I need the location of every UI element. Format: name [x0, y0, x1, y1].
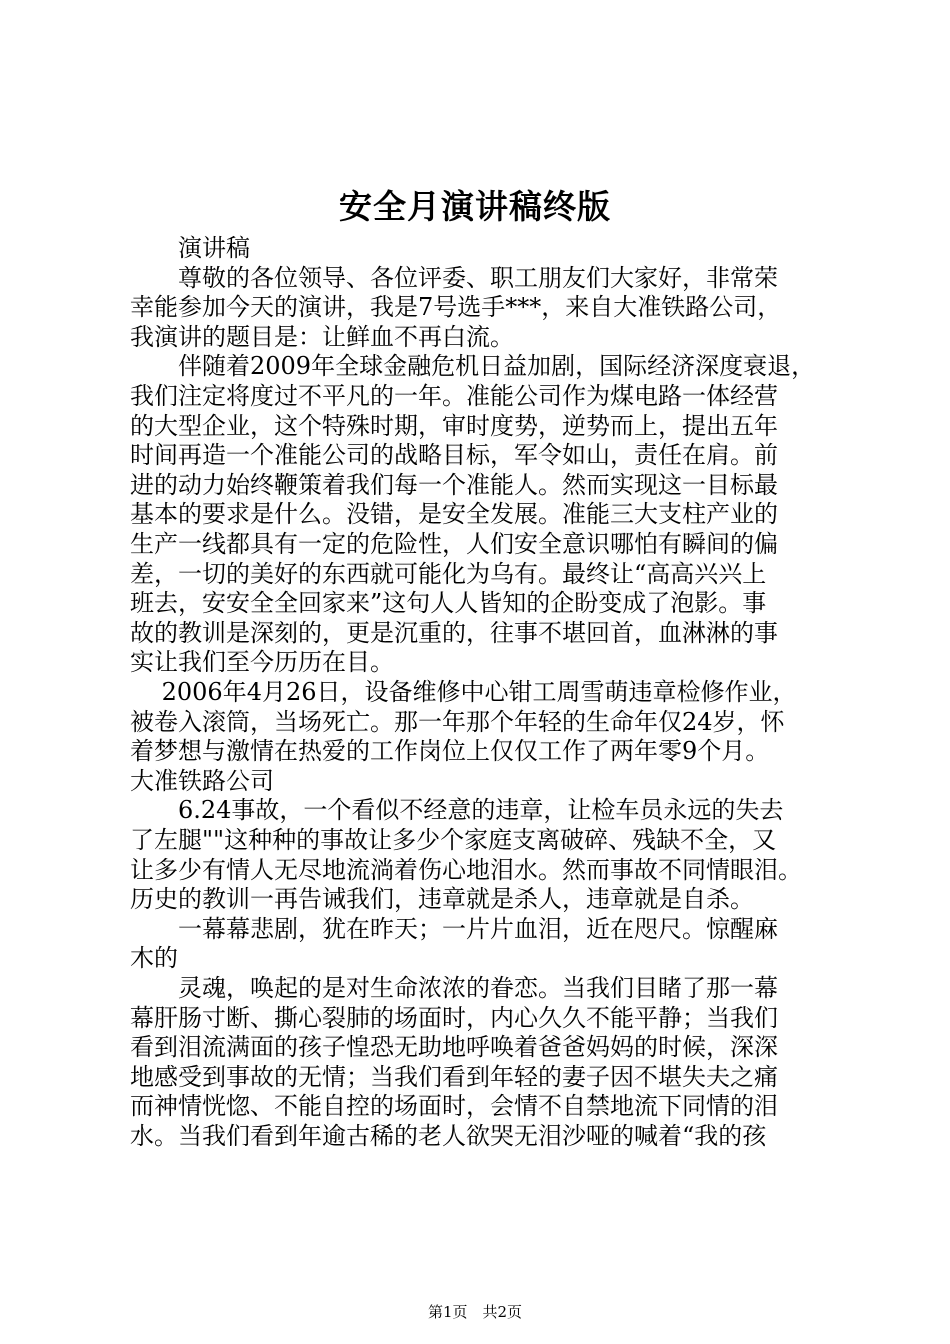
body-line: 地感受到事故的无情；当我们看到年轻的妻子因不堪失夫之痛 [130, 1063, 778, 1091]
body-line: 尊敬的各位领导、各位评委、职工朋友们大家好，非常荣 [130, 264, 778, 292]
body-line: 木的 [130, 944, 178, 972]
body-line: 的大型企业，这个特殊时期，审时度势，逆势而上，提出五年 [130, 412, 778, 440]
body-line: 演讲稿 [130, 234, 250, 262]
body-line: 被卷入滚筒，当场死亡。那一年那个年轻的生命年仅24岁，怀 [130, 708, 785, 736]
body-line: 差，一切的美好的东西就可能化为乌有。最终让“高高兴兴上 [130, 560, 767, 588]
body-line: 2006年4月26日，设备维修中心钳工周雪萌违章检修作业， [130, 678, 797, 706]
body-line: 幕肝肠寸断、撕心裂肺的场面时，内心久久不能平静；当我们 [130, 1004, 778, 1032]
body-line: 而神情恍惚、不能自控的场面时，会情不自禁地流下同情的泪 [130, 1092, 778, 1120]
body-line: 故的教训是深刻的，更是沉重的，往事不堪回首，血淋淋的事 [130, 619, 778, 647]
body-line: 进的动力始终鞭策着我们每一个准能人。然而实现这一目标最 [130, 471, 778, 499]
body-line: 生产一线都具有一定的危险性，人们安全意识哪怕有瞬间的偏 [130, 530, 778, 558]
body-line: 看到泪流满面的孩子惶恐无助地呼唤着爸爸妈妈的时候，深深 [130, 1033, 778, 1061]
body-line: 6.24事故，一个看似不经意的违章，让检车员永远的失去 [130, 796, 784, 824]
document-title: 安全月演讲稿终版 [339, 187, 611, 226]
body-line: 水。当我们看到年逾古稀的老人欲哭无泪沙哑的喊着“我的孩 [130, 1122, 767, 1150]
body-line: 班去，安安全全回家来”这句人人皆知的企盼变成了泡影。事 [130, 589, 767, 617]
body-line: 着梦想与激情在热爱的工作岗位上仅仅工作了两年零9个月。 [130, 737, 770, 765]
body-line: 让多少有情人无尽地流淌着伤心地泪水。然而事故不同情眼泪。 [130, 856, 802, 884]
body-line: 历史的教训一再告诫我们，违章就是杀人，违章就是自杀。 [130, 885, 754, 913]
body-line: 我们注定将度过不平凡的一年。准能公司作为煤电路一体经营 [130, 382, 778, 410]
body-line: 幸能参加今天的演讲，我是7号选手***，来自大准铁路公司， [130, 293, 782, 321]
body-line: 时间再造一个准能公司的战略目标，军令如山，责任在肩。前 [130, 441, 778, 469]
body-line: 大准铁路公司 [130, 767, 274, 795]
body-line: 我演讲的题目是：让鲜血不再白流。 [130, 323, 514, 351]
body-line: 灵魂，唤起的是对生命浓浓的眷恋。当我们目睹了那一幕 [130, 974, 778, 1002]
body-line: 一幕幕悲剧，犹在昨天；一片片血泪，近在咫尺。惊醒麻 [130, 915, 778, 943]
body-line: 实让我们至今历历在目。 [130, 648, 394, 676]
page-footer: 第1页 共2页 [427, 1303, 523, 1321]
body-line: 了左腿""这种种的事故让多少个家庭支离破碎、残缺不全，又 [130, 826, 777, 854]
body-line: 伴随着2009年全球金融危机日益加剧，国际经济深度衰退， [130, 352, 816, 380]
body-line: 基本的要求是什么。没错，是安全发展。准能三大支柱产业的 [130, 500, 778, 528]
